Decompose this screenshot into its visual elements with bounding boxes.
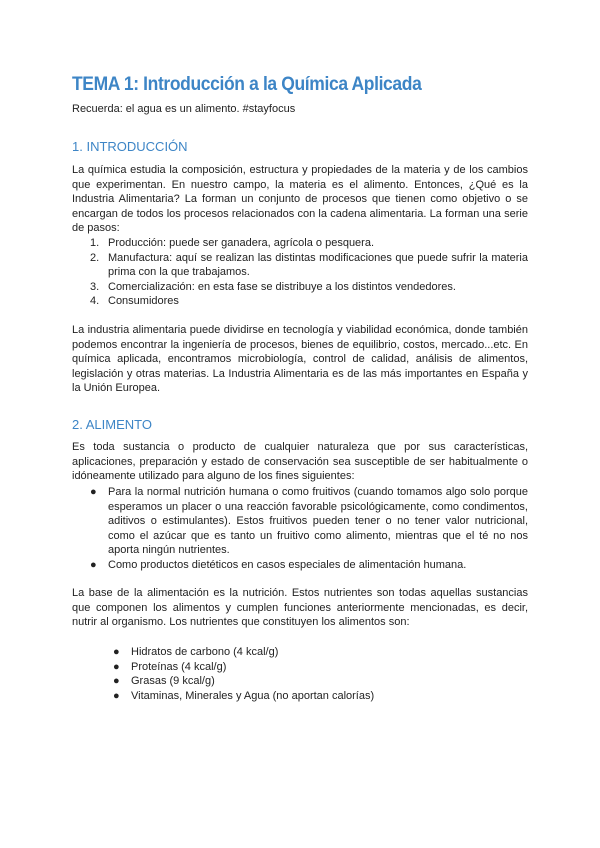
list-item [113, 660, 528, 675]
section-heading-alimento: 2. ALIMENTO [72, 417, 152, 432]
list-item [113, 689, 528, 704]
list-number: 2. [90, 251, 100, 264]
industry-paragraph: La industria alimentaria puede dividirse en tecnología y viabilidad económica, donde también podemos encontrar la ingeniería de procesos, bienes de equilibrio, costos, mercado...etc. En química aplicada, encontramos microbiología, control de calidad, análisis de alimentos, legislación y otras materias. La Industria Alimentaria es de las más importantes en España y la Unión Europea. [72, 324, 528, 394]
section-heading-introduccion: 1. INTRODUCCIÓN [72, 139, 188, 154]
industry-steps-list [72, 236, 528, 309]
bullet-icon: ● [90, 558, 97, 571]
list-number: 4. [90, 295, 100, 307]
list-item-text: Para la normal nutrición humana o como fruitivos (cuando tomamos algo solo porque esperamos un placer o una reacción favorable psicológicamente, como condimentos, aditivos o estimulantes). Estos fruitivos pueden tener o no tener valor nutricional, como el azúcar que es tanto un fruitivo como alimento, mientras que el té no nos aporta ningún nutrientes. [108, 486, 528, 556]
bullet-icon: ● [113, 675, 120, 687]
list-item-text: Consumidores [108, 295, 179, 307]
list-item [72, 251, 528, 280]
alimento-uses-list [90, 485, 528, 572]
alimento-definition-paragraph: Es toda sustancia o producto de cualquier naturaleza que por sus características, aplicaciones, preparación y estado de conservación sea susceptible de ser habitualmente o idóneamente utilizado para alguno de los fines siguientes: [72, 441, 528, 482]
bullet-icon: ● [90, 486, 97, 498]
nutrition-paragraph: La base de la alimentación es la nutrición. Estos nutrientes son todas aquellas sustancias que componen los alimentos y cumplen funciones anteriormente mencionadas, es decir, nutrir al organismo. Los nutrientes que constituyen los alimentos son: [72, 587, 528, 628]
list-item [72, 236, 528, 251]
list-item [90, 485, 528, 558]
list-item [113, 674, 528, 689]
list-item-text: Producción: puede ser ganadera, agrícola o pesquera. [108, 237, 375, 249]
nutrients-list [113, 645, 528, 703]
document-subtitle: Recuerda: el agua es un alimento. #stayfocus [72, 103, 296, 115]
list-number: 1. [90, 237, 100, 249]
list-number: 3. [90, 280, 100, 293]
list-item-text: Comercialización: en esta fase se distribuye a los distintos vendedores. [108, 280, 456, 293]
list-item [113, 645, 528, 660]
bullet-icon: ● [113, 689, 120, 702]
list-item-text: Proteínas (4 kcal/g) [131, 660, 227, 673]
list-item-text: Grasas (9 kcal/g) [131, 675, 215, 687]
document-title: TEMA 1: Introducción a la Química Aplicada [72, 74, 422, 95]
list-item [72, 294, 528, 309]
list-item [90, 558, 528, 573]
bullet-icon: ● [113, 646, 120, 658]
bullet-icon: ● [113, 660, 120, 673]
list-item-text: Hidratos de carbono (4 kcal/g) [131, 646, 279, 658]
list-item [72, 280, 528, 295]
list-item-text: Vitaminas, Minerales y Agua (no aportan calorías) [131, 689, 375, 702]
list-item-text: Manufactura: aquí se realizan las distintas modificaciones que puede sufrir la materia prima con la que trabajamos. [108, 251, 528, 278]
list-item-text: Como productos dietéticos en casos especiales de alimentación humana. [108, 558, 467, 571]
intro-paragraph: La química estudia la composición, estructura y propiedades de la materia y de los cambios que experimentan. En nuestro campo, la materia es el alimento. Entonces, ¿Qué es la Industria Alimentaria? La forman un conjunto de procesos que tienen como objetivo o se encargan de todos los procesos relacionados con la cadena alimentaria. La forman una serie de pasos: [72, 164, 528, 234]
